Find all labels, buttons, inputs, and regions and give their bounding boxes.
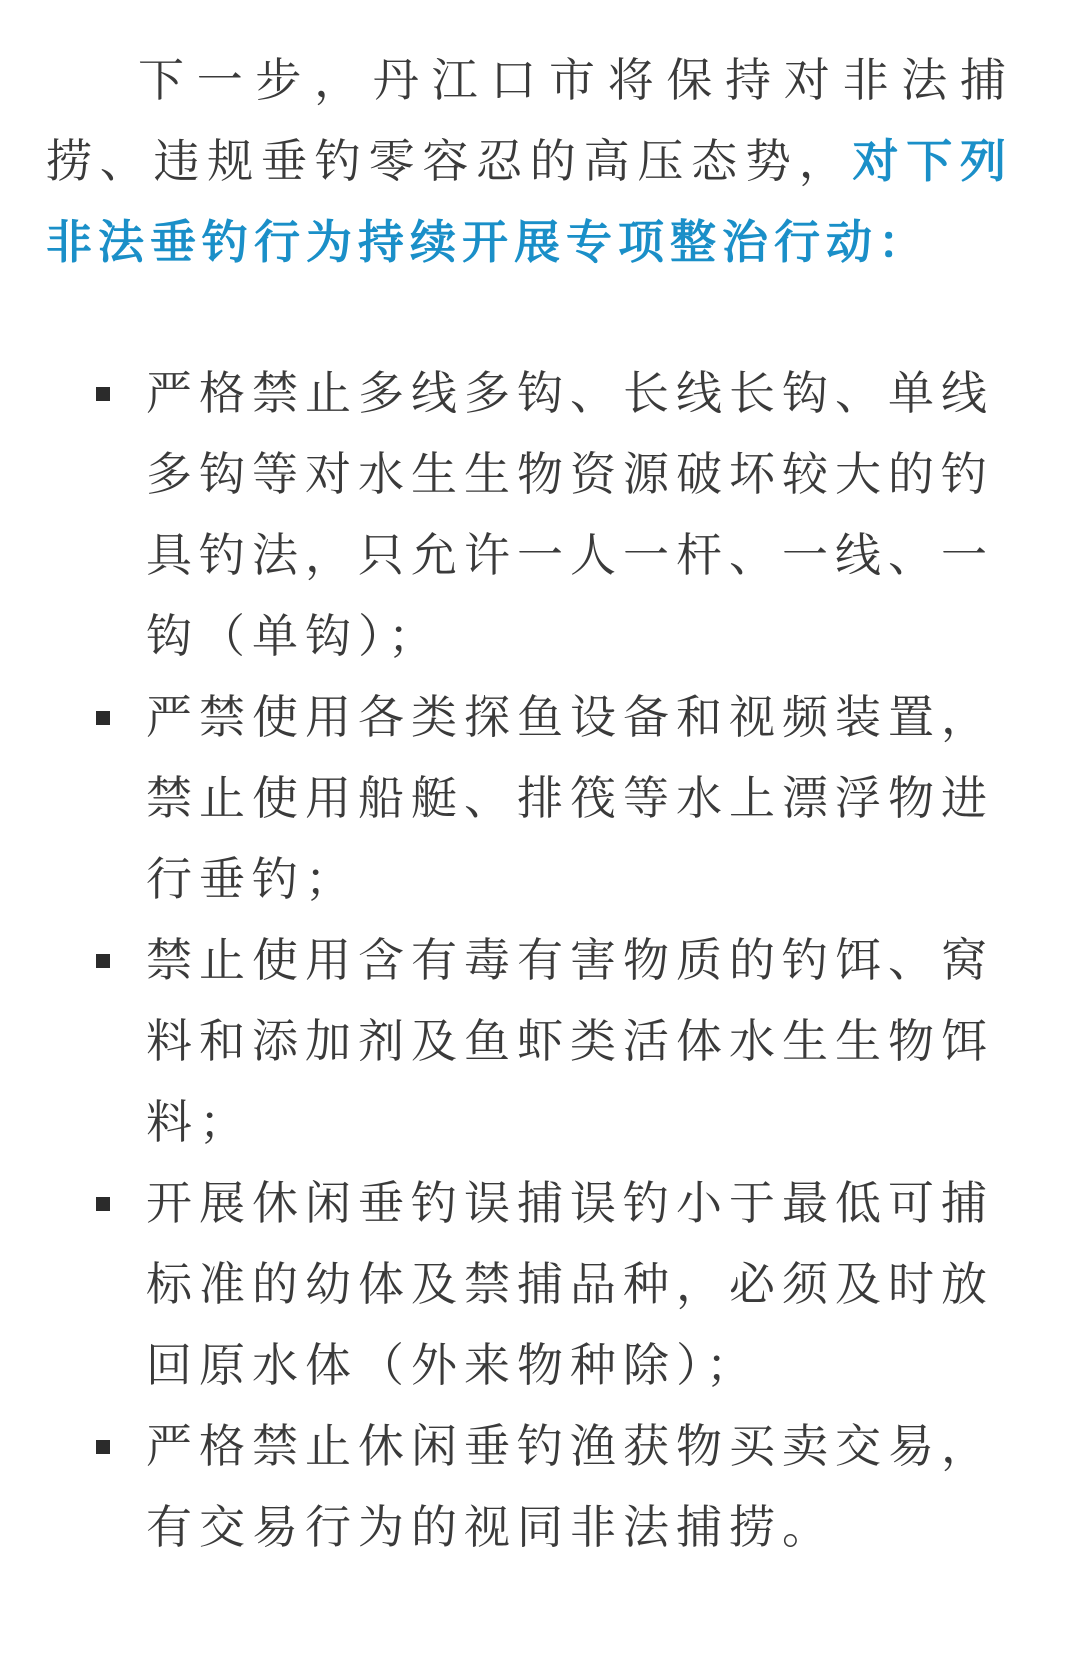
rule-text: 严禁使用各类探鱼设备和视频装置，禁止使用船艇、排筏等水上漂浮物进行垂钓； (146, 690, 994, 906)
rules-list (46, 353, 1012, 1568)
list-item (46, 1406, 1012, 1568)
square-bullet-icon (96, 711, 110, 725)
square-bullet-icon (96, 954, 110, 968)
list-item (46, 1163, 1012, 1406)
rule-text: 禁止使用含有毒有害物质的钓饵、窝料和添加剂及鱼虾类活体水生生物饵料； (146, 933, 994, 1149)
rule-text: 严格禁止多线多钩、长线长钩、单线多钩等对水生生物资源破坏较大的钓具钓法，只允许一人一杆、一线、一钩（单钩）； (146, 366, 994, 663)
intro-text: 下一步，丹江口市将保持对非法捕捞、违规垂钓零容忍的高压态势， (46, 53, 1012, 188)
intro-paragraph (46, 40, 1012, 283)
square-bullet-icon (96, 387, 110, 401)
square-bullet-icon (96, 1440, 110, 1454)
rule-text: 严格禁止休闲垂钓渔获物买卖交易，有交易行为的视同非法捕捞。 (146, 1419, 994, 1554)
rule-text: 开展休闲垂钓误捕误钓小于最低可捕标准的幼体及禁捕品种，必须及时放回原水体（外来物种除）； (146, 1176, 994, 1392)
list-item (46, 677, 1012, 920)
intro-highlight: 对下列非法垂钓行为持续开展专项整治行动： (46, 134, 1013, 269)
list-item (46, 353, 1012, 677)
square-bullet-icon (96, 1197, 110, 1211)
list-item (46, 920, 1012, 1163)
